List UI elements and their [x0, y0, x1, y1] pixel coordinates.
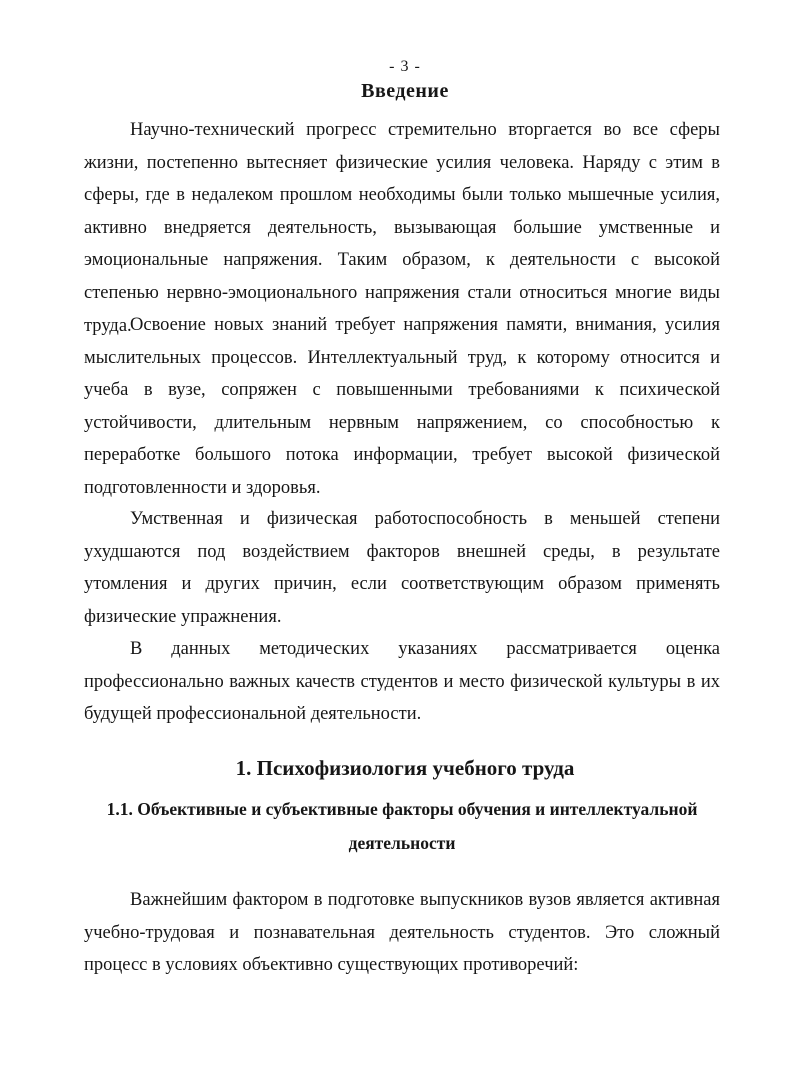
- intro-heading: Введение: [361, 80, 449, 102]
- page-number: - 3 -: [389, 58, 421, 75]
- chapter-heading: 1. Психофизиология учебного труда: [235, 756, 575, 780]
- intro-paragraph-2: Освоение новых знаний требует напряжения памяти, внимания, усилия мыслительных процессов. Интеллектуальный труд, к которому относится и учеба в вузе, сопряжен с повышенными требованиями к психической устойчивости, длительным нервным напряжением, со способностью к переработке большого потока информации, требует высокой физической подготовленности и здоровья.: [84, 315, 720, 498]
- section-heading: 1.1. Объективные и субъективные факторы обучения и интеллектуальной деятельности: [106, 799, 698, 853]
- intro-paragraph-4: В данных методических указаниях рассматривается оценка профессионально важных качеств студентов и место физической культуры в их будущей профессиональной деятельности.: [84, 639, 720, 725]
- intro-paragraph-1: Научно-технический прогресс стремительно вторгается во все сферы жизни, постепенно вытесняет физические усилия человека. Наряду с этим в сферы, где в недалеком прошлом необходимы были только мышечные усилия, активно внедряется деятельность, вызывающая большие умственные и эмоциональные напряжения. Таким образом, к деятельности с высокой степенью нервно-эмоционального напряжения стали относиться многие виды труда.: [84, 120, 720, 336]
- intro-paragraph-3: Умственная и физическая работоспособность в меньшей степени ухудшаются под воздействием факторов внешней среды, в результате утомления и других причин, если соответствующим образом применять физические упражнения.: [84, 509, 720, 627]
- section-paragraph: Важнейшим фактором в подготовке выпускников вузов является активная учебно-трудовая и познавательная деятельность студентов. Это сложный процесс в условиях объективно существующих противоречий:: [84, 890, 720, 976]
